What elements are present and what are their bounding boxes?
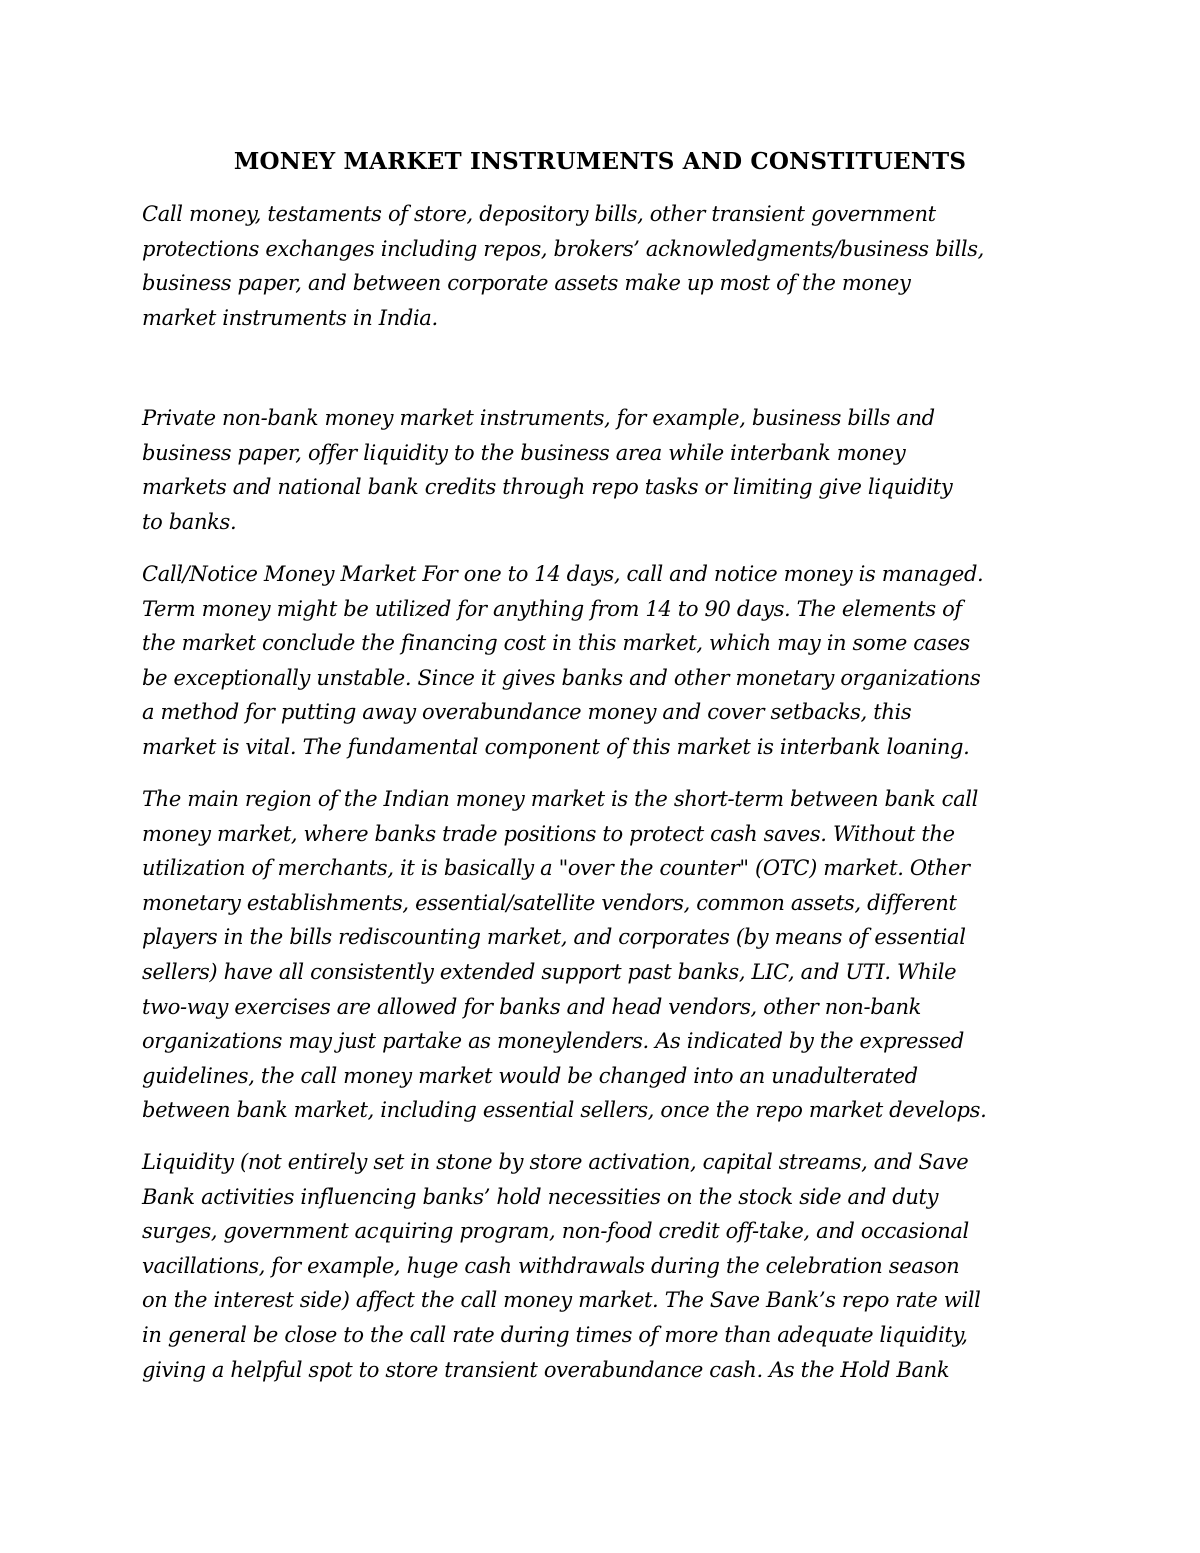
text-line: markets and national bank credits through repo tasks or limiting give liquidity — [142, 475, 953, 500]
text-line: in general be close to the call rate during times of more than adequate liquidity, — [142, 1322, 968, 1347]
text-line: Call/Notice Money Market For one to 14 days, call and notice money is managed. — [142, 562, 984, 586]
text-line: sellers) have all consistently extended support past banks, LIC, and UTI. While — [142, 959, 957, 984]
text-line: The main region of the Indian money market is the short-term between bank call — [142, 787, 978, 811]
text-line: business paper, offer liquidity to the business area while interbank money — [142, 440, 906, 465]
text-line: monetary establishments, essential/satellite vendors, common assets, different — [142, 890, 957, 915]
text-line: giving a helpful spot to store transient overabundance cash. As the Hold Bank — [142, 1357, 950, 1382]
text-line: market is vital. The fundamental component of this market is interbank loaning. — [142, 734, 970, 759]
document-title: MONEY MARKET INSTRUMENTS AND CONSTITUENTS — [233, 148, 967, 175]
text-line: Term money might be utilized for anything from 14 to 90 days. The elements of — [142, 596, 962, 621]
paragraph-3 — [142, 557, 1072, 765]
text-line: two-way exercises are allowed for banks and head vendors, other non-bank — [142, 994, 922, 1019]
text-line: players in the bills rediscounting market, and corporates (by means of essential — [142, 925, 966, 950]
text-line: Private non-bank money market instruments, for example, business bills and — [142, 406, 935, 430]
text-line: be exceptionally unstable. Since it gives banks and other monetary organizations — [142, 665, 981, 690]
text-line: on the interest side) affect the call money market. The Save Bank’s repo rate will — [142, 1288, 981, 1313]
text-line: Liquidity (not entirely set in stone by store activation, capital streams, and Save — [142, 1150, 969, 1174]
text-line: protections exchanges including repos, brokers’ acknowledgments/business bills, — [142, 236, 984, 261]
text-line: money market, where banks trade positions to protect cash saves. Without the — [142, 821, 955, 846]
text-line: vacillations, for example, huge cash withdrawals during the celebration season — [142, 1253, 960, 1278]
text-line: Bank activities influencing banks’ hold necessities on the stock side and duty — [142, 1184, 939, 1209]
text-line: to banks. — [142, 509, 237, 534]
text-line: business paper, and between corporate assets make up most of the money — [142, 271, 911, 296]
text-line: surges, government acquiring program, non-food credit off-take, and occasional — [142, 1219, 969, 1244]
text-line: between bank market, including essential sellers, once the repo market develops. — [142, 1098, 987, 1123]
text-line: Call money, testaments of store, depository bills, other transient government — [142, 202, 936, 226]
text-line: the market conclude the financing cost in this market, which may in some cases — [142, 631, 970, 656]
text-line: utilization of merchants, it is basically a "over the counter" (OTC) market. Other — [142, 856, 970, 881]
paragraph-5 — [142, 1145, 1072, 1387]
text-line: guidelines, the call money market would be changed into an unadulterated — [142, 1063, 918, 1088]
paragraph-4 — [142, 782, 1072, 1128]
text-line: market instruments in India. — [142, 305, 438, 330]
paragraph-1 — [142, 197, 1072, 335]
text-line: organizations may just partake as moneylenders. As indicated by the expressed — [142, 1029, 964, 1054]
text-line: a method for putting away overabundance money and cover setbacks, this — [142, 700, 912, 725]
paragraph-2 — [142, 401, 1072, 539]
